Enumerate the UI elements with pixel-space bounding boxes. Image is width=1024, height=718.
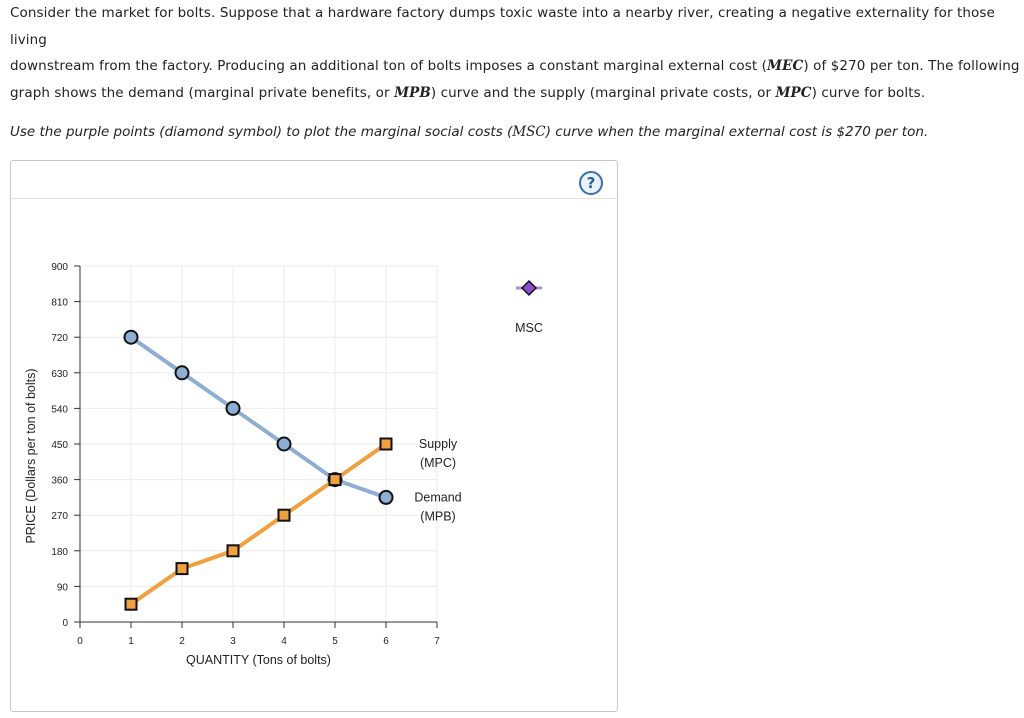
supply-curve-label: (MPC) xyxy=(419,456,457,470)
mpb-term: MPB xyxy=(394,84,431,101)
mpc-term: MPC xyxy=(775,84,812,101)
chart-svg[interactable] xyxy=(11,161,617,711)
demand-point[interactable] xyxy=(227,402,240,415)
mec-term: MEC xyxy=(767,58,804,74)
demand-curve-label: Demand xyxy=(414,490,462,505)
graph-panel xyxy=(10,160,618,712)
x-tick-label: 7 xyxy=(434,636,440,647)
y-tick-label: 810 xyxy=(51,297,68,309)
question-line-1: Consider the market for bolts. Suppose that a hardware factory dumps toxic waste into a nearby river, creating a negative externality for those living xyxy=(10,5,995,48)
question-line-3: graph shows the demand (marginal private benefits, or MPB) curve and the supply (marginal private costs, or MPC) curve for bolts. xyxy=(10,84,926,101)
x-tick-label: 1 xyxy=(128,636,134,647)
x-tick-label: 3 xyxy=(230,636,236,647)
y-tick-label: 900 xyxy=(51,262,68,273)
y-axis-label: PRICE (Dollars per ton of bolts) xyxy=(24,368,38,544)
y-tick-label: 630 xyxy=(51,368,68,380)
msc-term: MSC xyxy=(512,124,546,140)
demand-point[interactable] xyxy=(278,438,291,451)
y-tick-label: 720 xyxy=(51,333,68,345)
x-tick-label: 0 xyxy=(77,636,83,647)
demand-point[interactable] xyxy=(176,366,189,379)
y-tick-label: 540 xyxy=(51,404,68,416)
supply-point[interactable] xyxy=(279,510,290,521)
y-tick-label: 0 xyxy=(62,618,68,629)
supply-point[interactable] xyxy=(177,563,188,574)
x-tick-label: 2 xyxy=(179,636,185,647)
x-tick-label: 4 xyxy=(281,636,287,647)
demand-point[interactable] xyxy=(125,331,138,344)
y-tick-label: 360 xyxy=(51,475,68,487)
question-text xyxy=(10,0,1020,106)
supply-point[interactable] xyxy=(330,474,341,485)
demand-curve-label: (MPB) xyxy=(420,509,456,524)
msc-legend-label: MSC xyxy=(515,321,543,335)
demand-point[interactable] xyxy=(380,491,393,504)
x-tick-label: 5 xyxy=(332,636,338,647)
x-tick-label: 6 xyxy=(383,636,389,647)
demand-curve-line xyxy=(131,337,386,497)
supply-curve-line xyxy=(131,444,386,604)
supply-point[interactable] xyxy=(381,439,392,450)
y-tick-label: 270 xyxy=(51,511,68,523)
y-tick-label: 180 xyxy=(51,546,68,558)
supply-curve-label: Supply xyxy=(418,437,458,451)
supply-point[interactable] xyxy=(228,545,239,556)
msc-diamond-marker[interactable] xyxy=(522,281,536,295)
y-tick-label: 90 xyxy=(56,582,68,594)
question-line-2: downstream from the factory. Producing an additional ton of bolts imposes a constant marginal external cost (MEC) of $270 per ton. The following xyxy=(10,58,1020,74)
instruction-text: Use the purple points (diamond symbol) to plot the marginal social costs (MSC) curve when the marginal external cost is $270 per ton. xyxy=(10,124,929,140)
supply-point[interactable] xyxy=(126,599,137,610)
y-tick-label: 450 xyxy=(51,440,68,451)
help-icon[interactable]: ? xyxy=(579,171,603,195)
x-axis-label: QUANTITY (Tons of bolts) xyxy=(186,653,331,667)
